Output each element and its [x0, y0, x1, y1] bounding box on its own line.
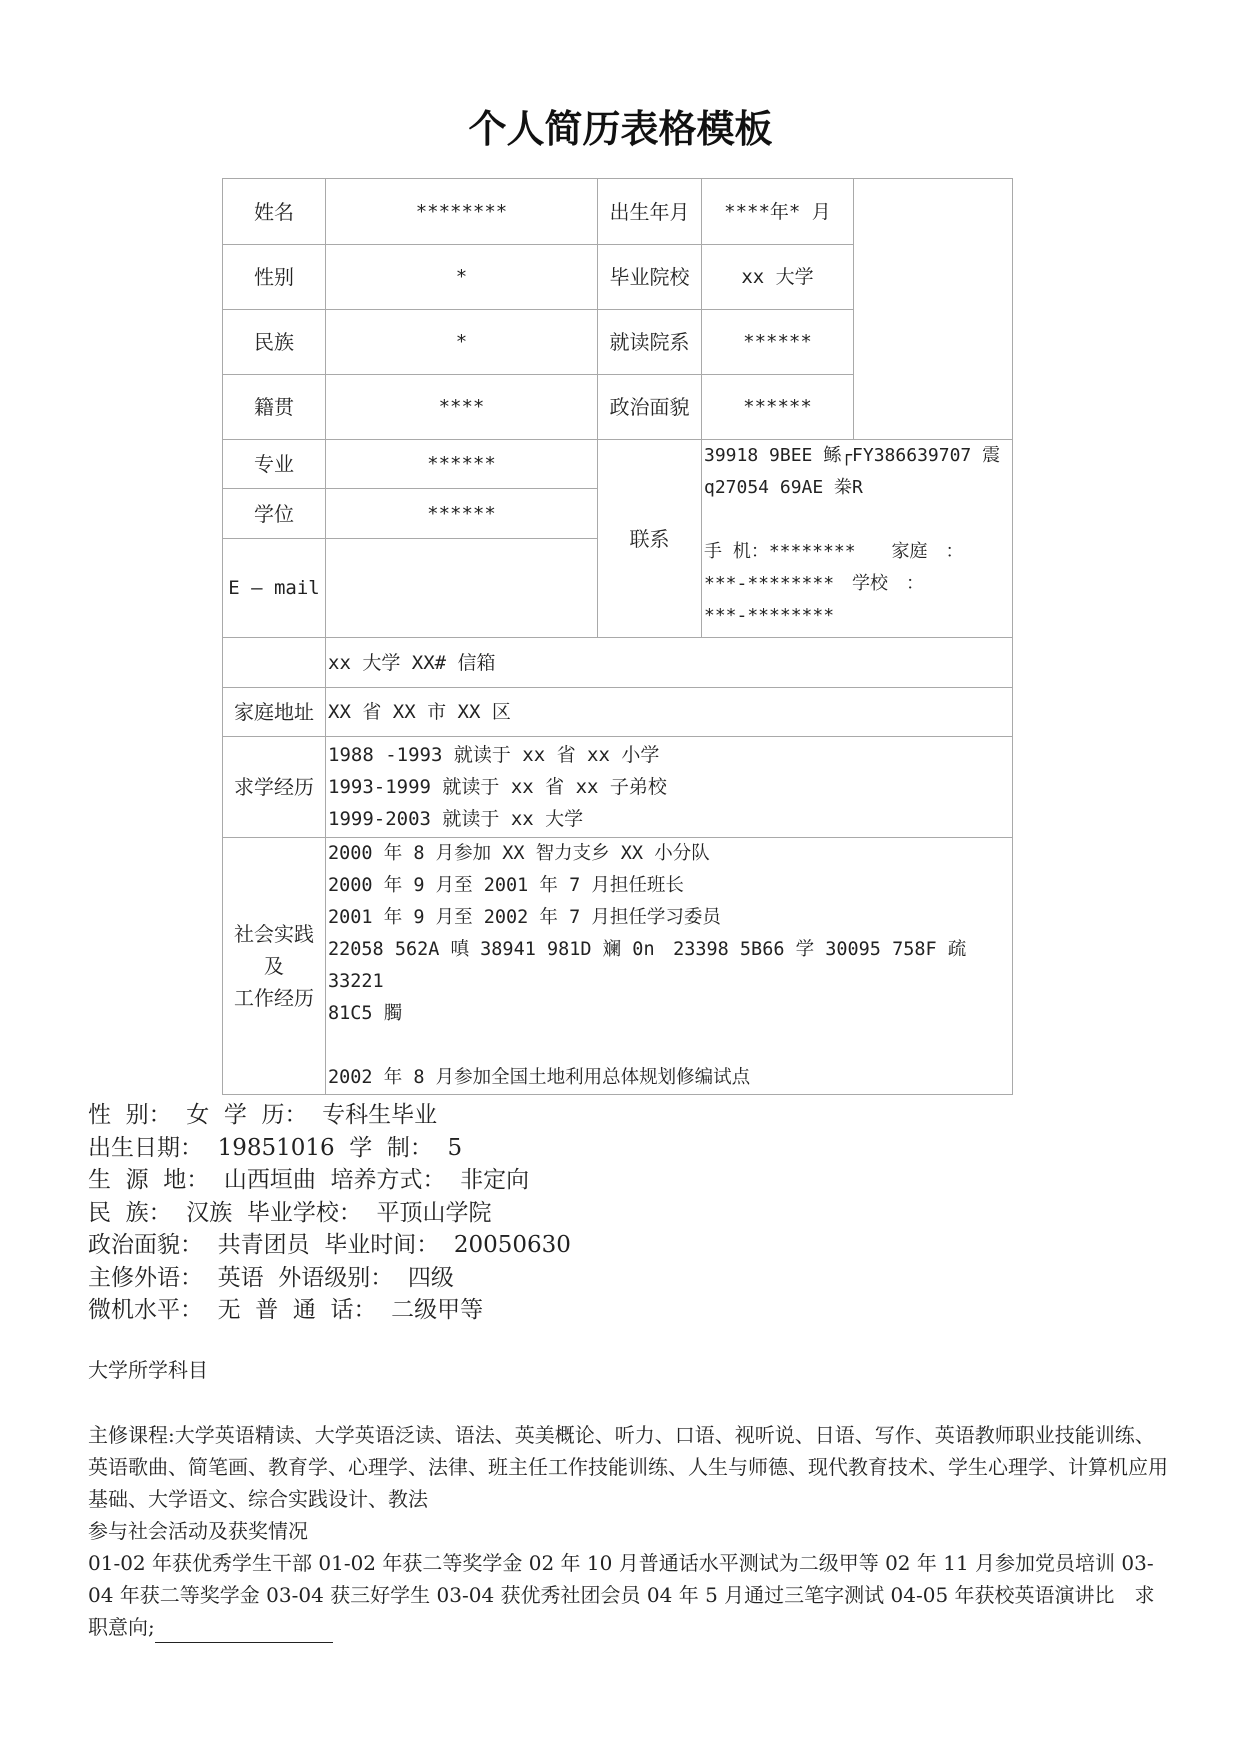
contact-line: 手 机：******** 家庭 ：: [704, 541, 964, 562]
degree-value: ******: [326, 489, 598, 539]
birth-label: 出生年月: [598, 179, 702, 245]
courses-text: 主修课程:大学英语精读、大学英语泛读、语法、英美概论、听力、口语、视听说、日语、写作、英语教师职业技能训练、英语歌曲、简笔画、教育学、心理学、法律、班主任工作技能训练、人生与师德、现代教育技术、学生心理学、计算机应用基础、大学语文、综合实践设计、教法: [88, 1423, 1168, 1511]
department-value: ******: [702, 310, 854, 375]
mailbox-label: [223, 638, 326, 688]
table-row: [223, 838, 1013, 1095]
contact-line: q27054 69AE 桊R: [704, 477, 863, 498]
email-value: [326, 539, 598, 638]
work-experience: [326, 838, 1013, 1095]
work-line: 22058 562A 嗔 38941 981D 斓 0n 23398 5B66 学 30095 758F 疏 33221: [328, 939, 967, 992]
education-line: 1993-1999 就读于 xx 省 xx 子弟校: [328, 776, 667, 798]
job-intent-label: 求职意向;: [88, 1583, 1155, 1639]
education-line: 1999-2003 就读于 xx 大学: [328, 808, 584, 830]
activities-heading: 参与社会活动及获奖情况: [88, 1519, 308, 1543]
work-line: 2000 年 8 月参加 XX 智力支乡 XX 小分队: [328, 843, 710, 864]
info-line: 微机水平： 无 普 通 话： 二级甲等: [88, 1297, 484, 1323]
info-line: 民 族： 汉族 毕业学校： 平顶山学院: [88, 1199, 492, 1226]
work-line: 2000 年 9 月至 2001 年 7 月担任班长: [328, 875, 684, 896]
native-place-value: ****: [326, 375, 598, 440]
info-line: 主修外语： 英语 外语级别： 四级: [88, 1264, 454, 1291]
home-address-value: XX 省 XX 市 XX 区: [326, 688, 1013, 737]
gender-value: *: [326, 245, 598, 310]
job-intent-field[interactable]: [155, 1620, 333, 1643]
mailbox-value: xx 大学 XX# 信箱: [326, 638, 1013, 688]
gender-label: 性别: [223, 245, 326, 310]
home-address-label: 家庭地址: [223, 688, 326, 737]
subjects-heading: 大学所学科目: [88, 1358, 208, 1382]
contact-line: ***-******** 学校 ：: [704, 573, 925, 594]
contact-line: 39918 9BEE 鲧┌FY386639707 震: [704, 445, 1001, 466]
work-line: 81C5 臅: [328, 1003, 403, 1024]
major-label: 专业: [223, 440, 326, 489]
ethnicity-value: *: [326, 310, 598, 375]
major-value: ******: [326, 440, 598, 489]
political-status-label: 政治面貌: [598, 375, 702, 440]
school-value: xx 大学: [702, 245, 854, 310]
name-label: 姓名: [223, 179, 326, 245]
personal-info: [88, 1099, 571, 1327]
info-line: 出生日期： 19851016 学 制： 5: [88, 1134, 463, 1161]
work-label-line: 社会实践: [234, 922, 314, 946]
document-title: 个人简历表格模板: [468, 107, 773, 151]
work-label-line: 工作经历: [234, 986, 314, 1010]
info-line: 政治面貌： 共青团员 毕业时间： 20050630: [88, 1232, 571, 1258]
political-status-value: ******: [702, 375, 854, 440]
table-row: [223, 737, 1013, 838]
work-line: 2002 年 8 月参加全国土地利用总体规划修编试点: [328, 1067, 751, 1088]
activities-section: [88, 1547, 1168, 1643]
birth-value: ****年* 月: [702, 179, 854, 245]
work-label-line: 及: [264, 954, 284, 978]
contact-label: 联系: [598, 440, 702, 638]
name-value: ********: [326, 179, 598, 245]
education-history: [326, 737, 1013, 838]
ethnicity-label: 民族: [223, 310, 326, 375]
work-line: 2001 年 9 月至 2002 年 7 月担任学习委员: [328, 907, 721, 928]
table-row: [223, 638, 1013, 688]
table-row: [223, 179, 1013, 245]
native-place-label: 籍贯: [223, 375, 326, 440]
info-line: 性 别： 女 学 历： 专科生毕业: [88, 1102, 438, 1128]
education-label: 求学经历: [223, 737, 326, 838]
photo-cell: [854, 179, 1013, 440]
work-experience-label: [223, 838, 326, 1095]
activities-text: 01-02 年获优秀学生干部 01-02 年获二等奖学金 02 年 10 月普通话水平测试为二级甲等 02 年 11 月参加党员培训 03-04 年获二等奖学金 03-04 获三好学生 03-04 获优秀社团会员 04 年 5 月通过三笔字测试 04-05 年获校英语演讲比: [88, 1551, 1154, 1607]
work-line: [328, 1030, 1010, 1062]
table-row: [223, 440, 1013, 489]
info-line: 生 源 地： 山西垣曲 培养方式： 非定向: [88, 1167, 530, 1193]
education-line: 1988 -1993 就读于 xx 省 xx 小学: [328, 744, 660, 766]
contact-info: [702, 440, 1013, 638]
degree-label: 学位: [223, 489, 326, 539]
resume-table: [222, 178, 1013, 1095]
email-label: E — mail: [223, 539, 326, 638]
department-label: 就读院系: [598, 310, 702, 375]
table-row: [223, 688, 1013, 737]
contact-line: ***-********: [704, 605, 835, 626]
contact-line: [704, 504, 1010, 536]
school-label: 毕业院校: [598, 245, 702, 310]
